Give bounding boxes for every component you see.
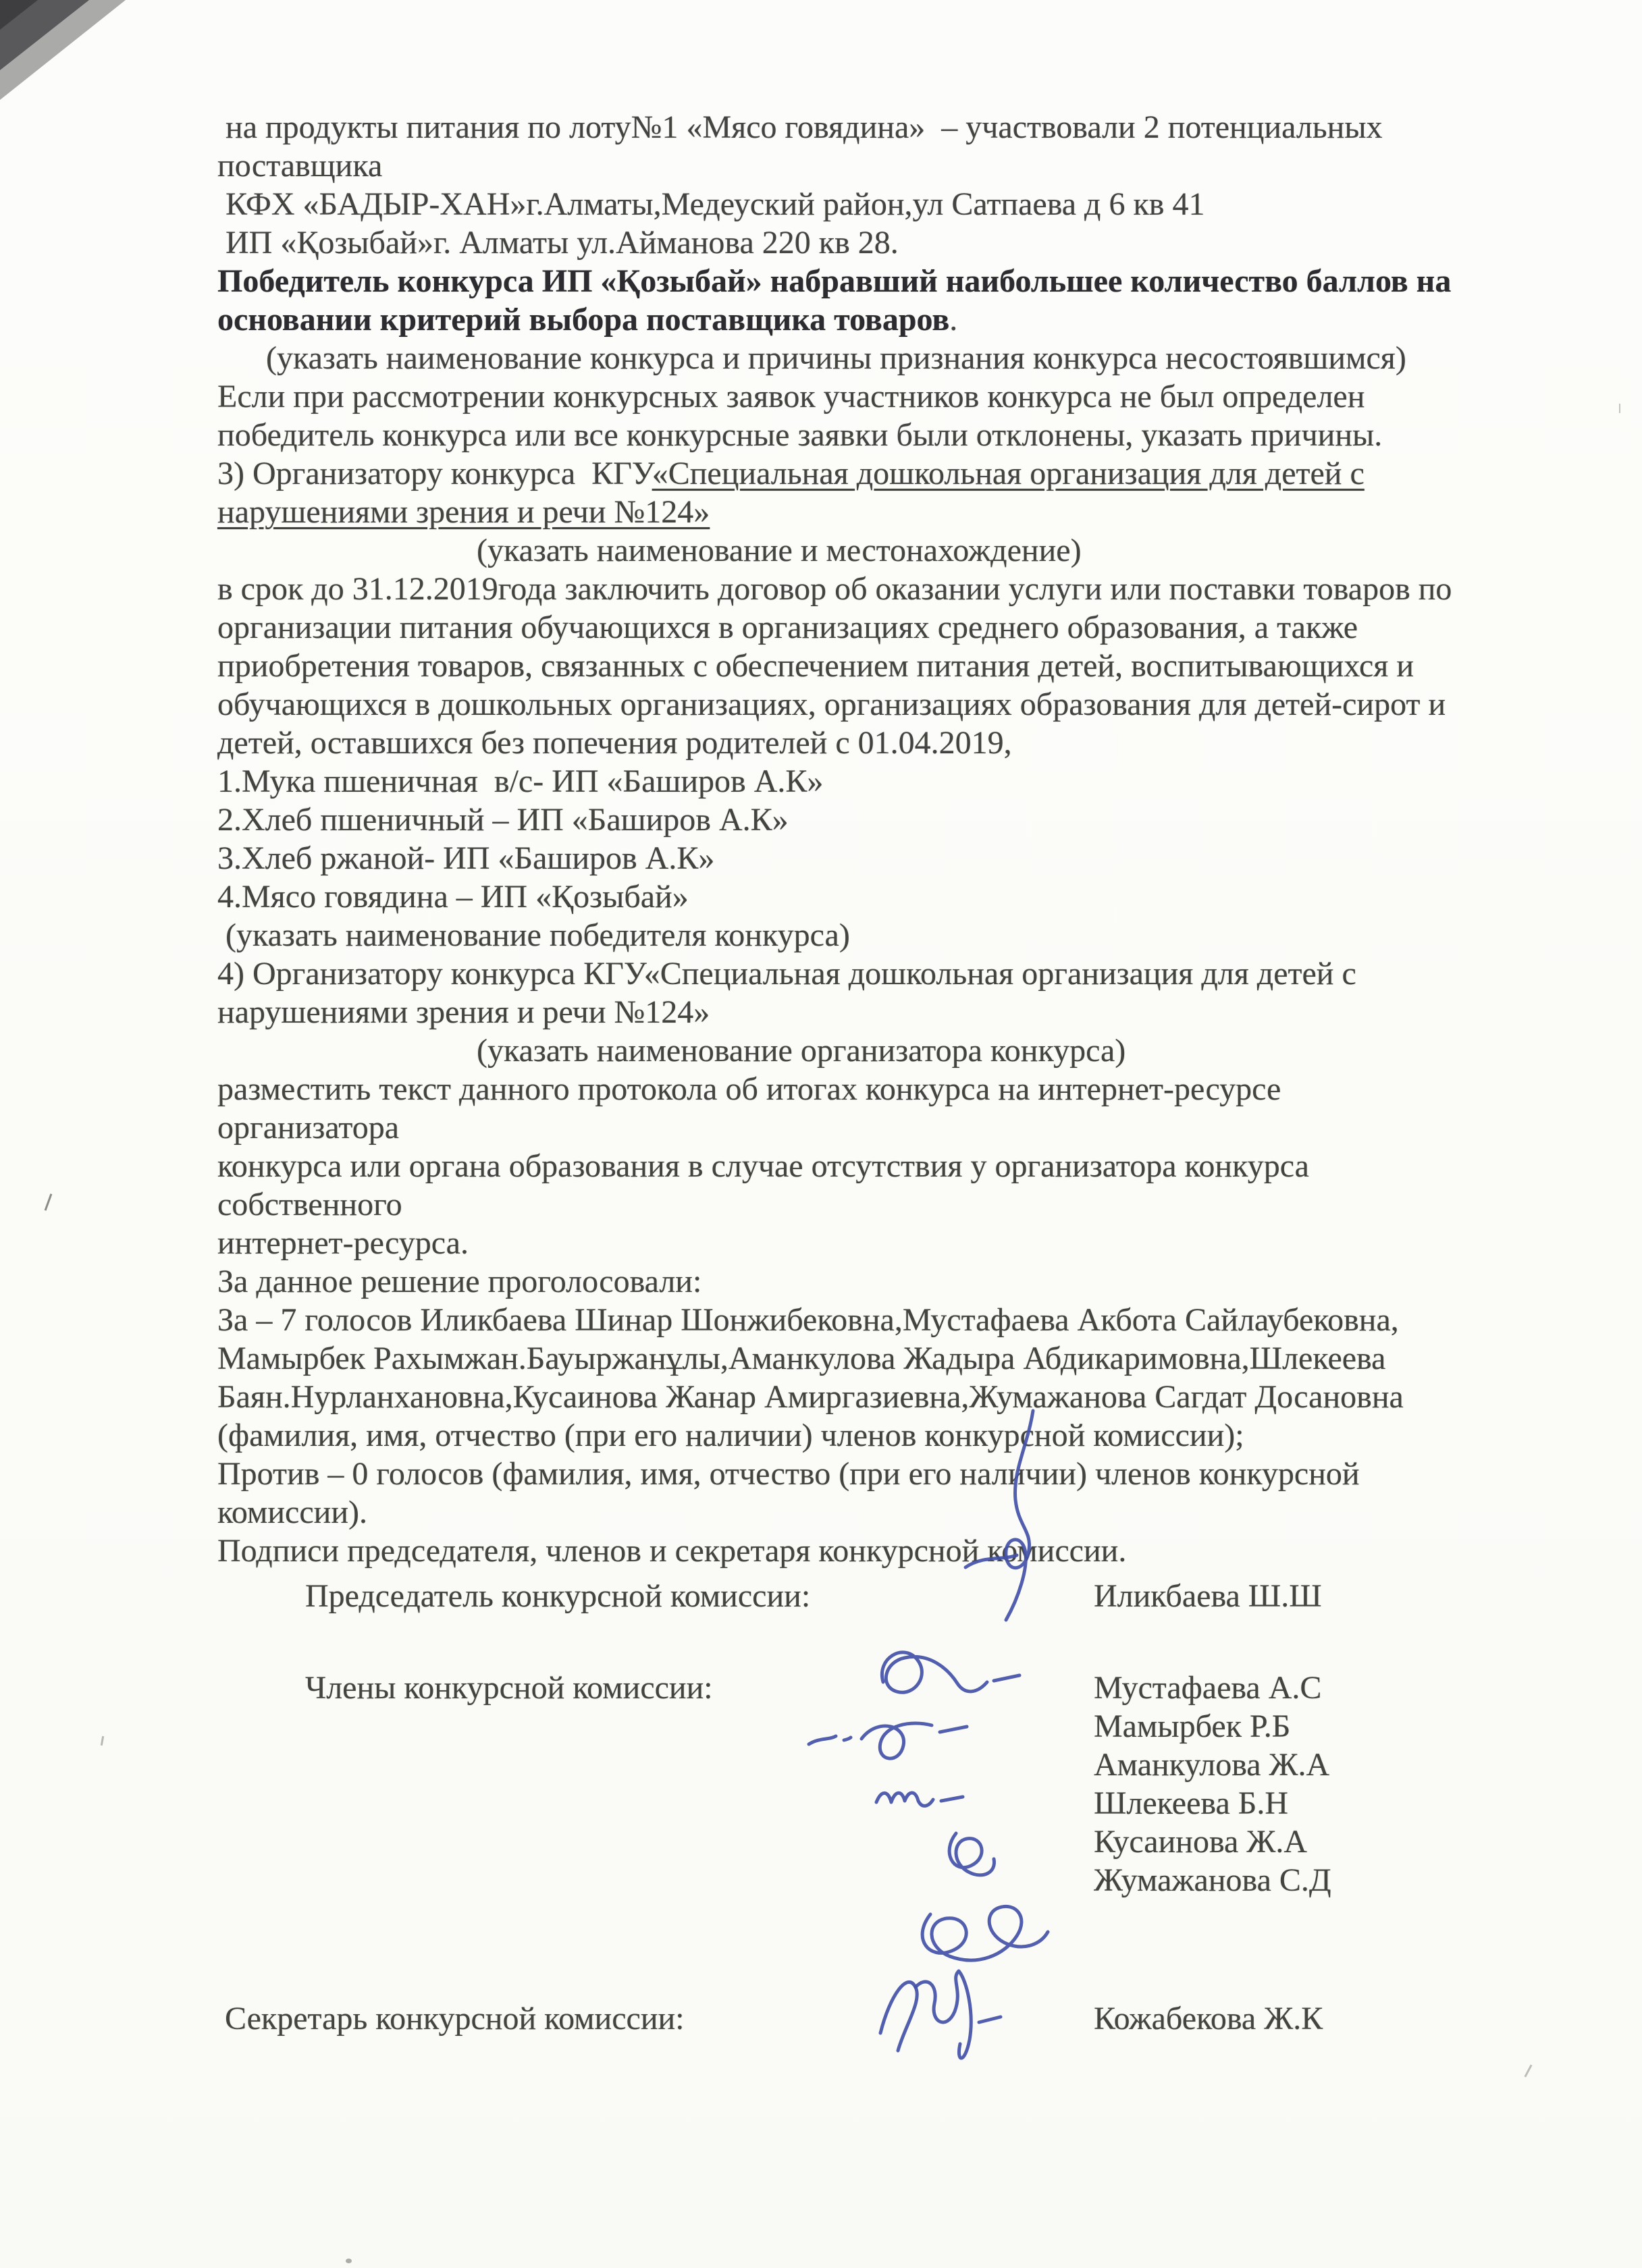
document-line <box>217 1532 1558 1570</box>
secretary-label: Секретарь конкурсной комиссии: <box>225 2001 685 2036</box>
text-segment: комиссии). <box>217 1494 367 1530</box>
document-line <box>217 108 1558 146</box>
member-name: Мустафаева А.С <box>1094 1670 1322 1706</box>
text-segment: За данное решение проголосовали: <box>217 1264 702 1299</box>
text-segment: ИП «Қозыбай»г. Алматы ул.Айманова 220 кв 28. <box>217 225 899 261</box>
text-segment: 4.Мясо говядина – ИП «Қозыбай» <box>217 879 689 915</box>
document-line <box>217 608 1558 647</box>
document-line <box>217 954 1558 993</box>
document-line <box>217 647 1558 685</box>
document-line <box>217 223 1558 262</box>
text-segment: интернет-ресурса. <box>217 1225 469 1261</box>
text-segment: 4) Организатору конкурса КГУ«Специальная дошкольная организация для детей с <box>217 956 1356 992</box>
document-line <box>217 878 1558 916</box>
text-segment: на продукты питания по лоту№1 «Мясо говядина» – участвовали 2 потенциальных <box>217 109 1383 145</box>
document-line <box>217 1416 1558 1455</box>
secretary-name: Кожабекова Ж.К <box>1094 2001 1323 2036</box>
members-signatures <box>797 1639 1094 1970</box>
text-segment: (указать наименование победителя конкурса) <box>217 917 850 953</box>
text-segment: 3.Хлеб ржаной- ИП «Баширов А.К» <box>217 840 715 876</box>
document-line <box>217 839 1558 878</box>
text-segment: Баян.Нурланхановна,Кусаинова Жанар Амиргазиевна,Жумажанова Сагдат Досановна <box>217 1379 1404 1415</box>
document-line <box>217 146 1558 185</box>
text-segment: детей, оставшихся без попечения родителей с 01.04.2019, <box>217 725 1012 761</box>
document-line <box>217 1339 1558 1378</box>
text-segment: За – 7 голосов Иликбаева Шинар Шонжибековна,Мустафаева Акбота Сайлаубековна, <box>217 1302 1399 1338</box>
text-segment: КФХ «БАДЫР-ХАН»г.Алматы,Медеуский район,ул Сатпаева д 6 кв 41 <box>217 186 1205 222</box>
text-segment: 2.Хлеб пшеничный – ИП «Баширов А.К» <box>217 802 789 838</box>
scan-speck <box>45 1193 53 1210</box>
text-segment: Победитель конкурса ИП «Қозыбай» набравший наибольшее количество баллов на <box>217 263 1452 299</box>
secretary-signature <box>856 1952 1011 2070</box>
document-line <box>217 1455 1558 1493</box>
document-body <box>217 108 1558 1570</box>
member-name: Кусаинова Ж.А <box>1094 1824 1307 1860</box>
document-line <box>217 801 1558 839</box>
text-segment: 3) Организатору конкурса КГУ <box>217 456 652 491</box>
document-line <box>217 685 1558 724</box>
text-segment: конкурса или органа образования в случае отсутствия у организатора конкурса <box>217 1148 1309 1184</box>
document-line <box>217 1070 1558 1108</box>
text-segment: основании критерий выбора поставщика товаров <box>217 302 950 338</box>
document-line <box>217 916 1558 954</box>
text-segment: (фамилия, имя, отчество (при его наличии) членов конкурсной комиссии); <box>217 1418 1244 1453</box>
document-line <box>217 1108 1558 1147</box>
document-line <box>217 1493 1558 1532</box>
document-line <box>217 1262 1558 1301</box>
document-line <box>217 993 1558 1031</box>
document-line <box>217 416 1558 454</box>
text-segment: 1.Мука пшеничная в/с- ИП «Баширов А.К» <box>217 763 824 799</box>
document-line <box>217 570 1558 608</box>
chairman-signature <box>926 1405 1075 1638</box>
scan-corner-artifact <box>0 0 142 111</box>
text-segment: организатора <box>217 1110 400 1145</box>
document-line <box>217 1301 1558 1339</box>
document-line <box>217 377 1558 416</box>
text-segment: Подписи председателя, членов и секретаря конкурсной комиссии. <box>217 1533 1127 1569</box>
text-segment: приобретения товаров, связанных с обеспечением питания детей, воспитывающихся и <box>217 648 1414 684</box>
document-line <box>217 724 1558 762</box>
member-name: Жумажанова С.Д <box>1094 1862 1331 1898</box>
text-segment: нарушениями зрения и речи №124» <box>217 494 710 530</box>
text-segment: нарушениями зрения и речи №124» <box>217 994 710 1030</box>
text-segment: поставщика <box>217 148 383 184</box>
chairman-label: Председатель конкурсной комиссии: <box>305 1578 811 1614</box>
text-segment: (указать наименование конкурса и причины признания конкурса несостоявшимся) <box>217 340 1406 376</box>
document-line <box>217 1185 1558 1224</box>
document-line <box>217 454 1558 493</box>
document-line <box>217 339 1558 377</box>
text-segment: (указать наименование организатора конкурса) <box>217 1033 1126 1069</box>
text-segment: организации питания обучающихся в организациях среднего образования, а также <box>217 610 1358 645</box>
member-name: Аманкулова Ж.А <box>1094 1747 1330 1783</box>
document-line <box>217 1147 1558 1185</box>
chairman-name: Иликбаева Ш.Ш <box>1094 1578 1322 1614</box>
text-segment: Мамырбек Рахымжан.Бауыржанұлы,Аманкулова Жадыра Абдикаримовна,Шлекеева <box>217 1341 1386 1376</box>
text-segment: обучающихся в дошкольных организациях, организациях образования для детей-сирот и <box>217 686 1446 722</box>
document-line <box>217 531 1558 570</box>
text-segment: победитель конкурса или все конкурсные заявки были отклонены, указать причины. <box>217 417 1383 453</box>
document-line <box>217 762 1558 801</box>
scan-speck <box>346 2259 352 2263</box>
text-segment: в срок до 31.12.2019года заключить договор об оказании услуги или поставки товаров по <box>217 571 1452 607</box>
text-segment: (указать наименование и местонахождение) <box>217 533 1082 568</box>
document-line <box>217 300 1558 339</box>
scan-speck <box>1619 404 1620 413</box>
text-segment: Если при рассмотрении конкурсных заявок участников конкурса не был определен <box>217 379 1365 414</box>
member-name: Шлекеева Б.Н <box>1094 1785 1288 1821</box>
text-segment: Против – 0 голосов (фамилия, имя, отчество (при его наличии) членов конкурсной <box>217 1456 1360 1492</box>
members-label: Члены конкурсной комиссии: <box>305 1670 713 1706</box>
document-line <box>217 262 1558 300</box>
member-name: Мамырбек Р.Б <box>1094 1708 1291 1744</box>
document-line <box>217 1031 1558 1070</box>
text-segment: «Специальная дошкольная организация для детей с <box>652 456 1365 491</box>
text-segment: разместить текст данного протокола об итогах конкурса на интернет-ресурсе <box>217 1071 1281 1107</box>
document-line <box>217 1224 1558 1262</box>
document-line <box>217 493 1558 531</box>
document-line <box>217 1378 1558 1416</box>
text-segment: собственного <box>217 1187 402 1222</box>
scan-speck <box>101 1736 104 1746</box>
scan-speck <box>1524 2064 1532 2077</box>
text-segment: . <box>949 302 958 338</box>
document-line <box>217 185 1558 223</box>
